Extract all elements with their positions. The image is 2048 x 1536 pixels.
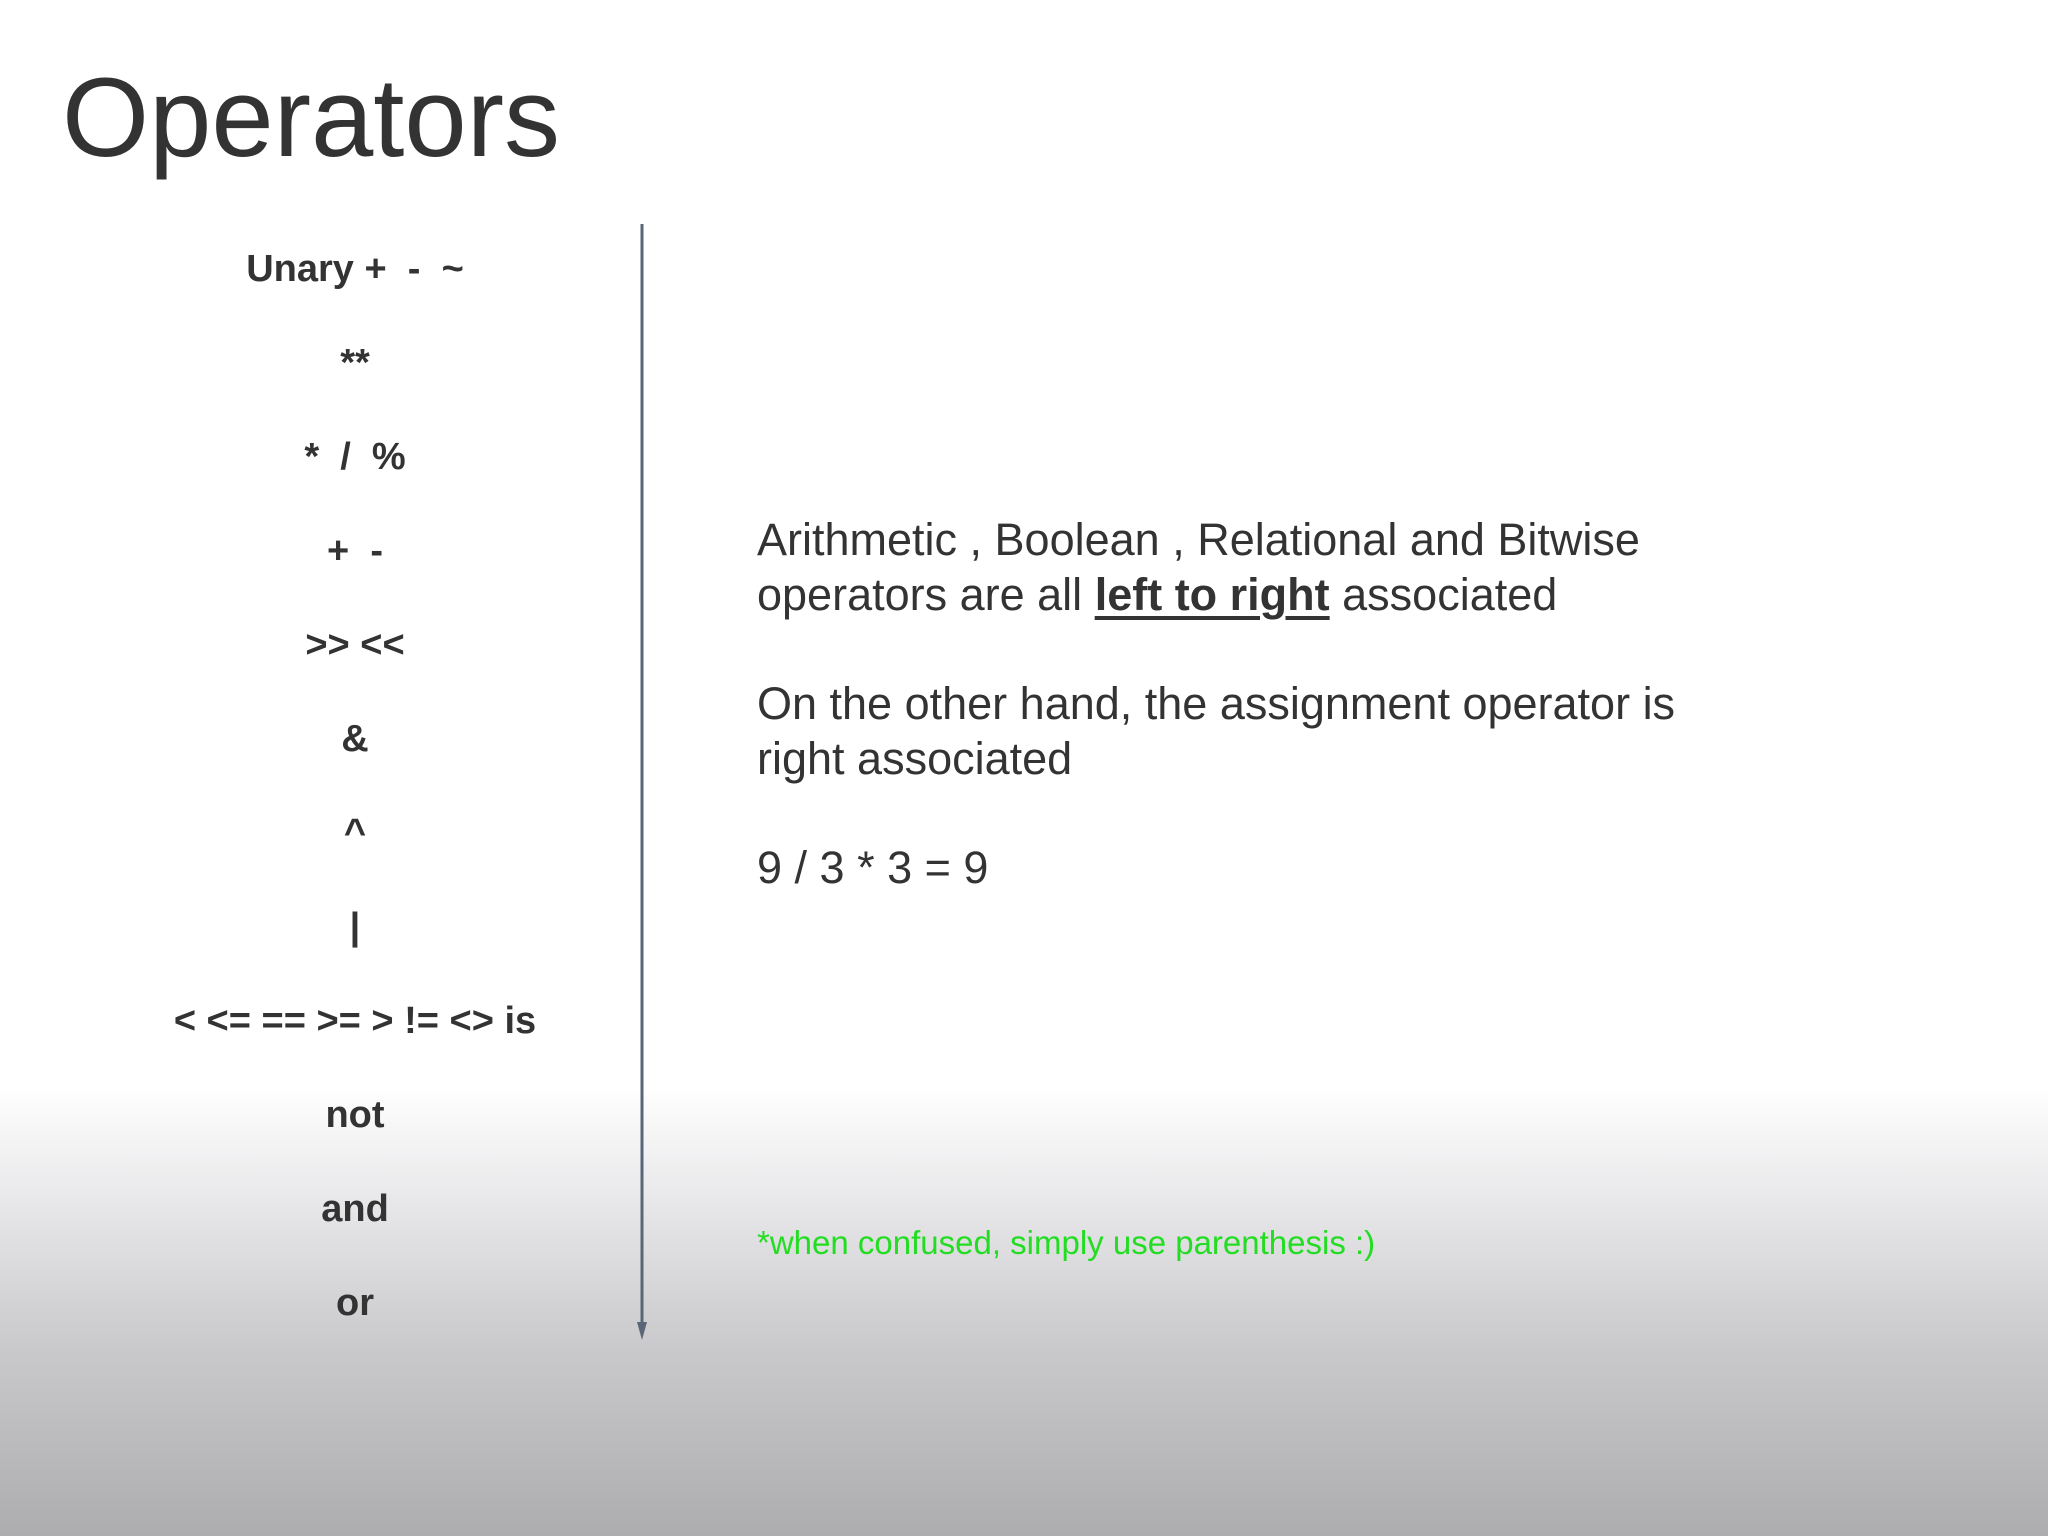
assignment-line-2: right associated	[757, 733, 1073, 784]
slide-title: Operators	[62, 55, 560, 180]
operator-row-additive: + -	[327, 530, 383, 572]
operator-row-multiplicative: * / %	[304, 436, 406, 478]
operator-row-bitwise-xor: ^	[343, 812, 367, 854]
operator-row-shift: >> <<	[305, 624, 405, 666]
associativity-line-2-start: operators are all	[757, 569, 1095, 620]
operator-row-or: or	[336, 1282, 374, 1324]
footnote: *when confused, simply use parenthesis :)	[757, 1224, 1376, 1261]
associativity-line-1: Arithmetic , Boolean , Relational and Bitwise	[757, 514, 1640, 565]
associativity-paragraph	[757, 512, 1640, 622]
operator-row-power: **	[340, 342, 370, 384]
operator-row-not: not	[325, 1094, 385, 1136]
operator-row-bitwise-and: &	[341, 718, 369, 760]
associativity-line-2	[757, 567, 1640, 622]
precedence-arrow	[636, 224, 648, 1340]
operator-precedence-list	[0, 0, 710, 1536]
operator-row-and: and	[321, 1188, 389, 1230]
operator-row-unary: Unary + - ~	[246, 248, 464, 290]
assignment-paragraph	[757, 676, 1675, 786]
operator-row-comparison: < <= == >= > != <> is	[173, 1000, 537, 1042]
left-to-right-emphasis: left to right	[1094, 569, 1330, 620]
operator-row-bitwise-or: |	[349, 906, 361, 948]
example-expression: 9 / 3 * 3 = 9	[757, 842, 989, 893]
assignment-line-1: On the other hand, the assignment operator is	[757, 678, 1676, 729]
associativity-line-2-end: associated	[1329, 569, 1558, 620]
